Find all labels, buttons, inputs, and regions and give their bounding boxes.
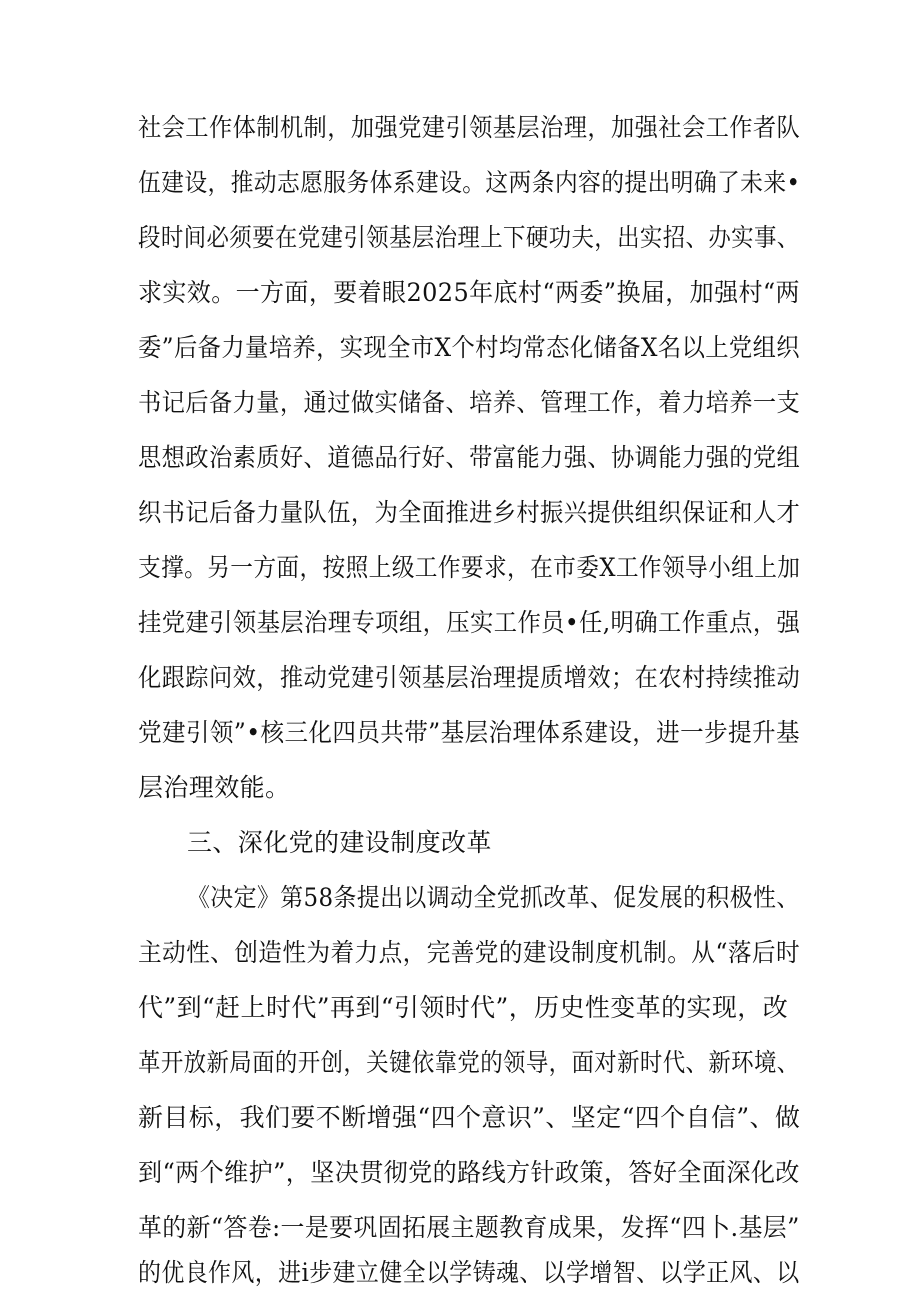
body-text-line: 书记后备力量，通过做实储备、培养、管理工作，着力培养一支 — [138, 388, 801, 417]
body-text-line: 《决定》第58条提出以调动全党抓改革、促发展的积极性、 — [187, 883, 800, 912]
body-text-line: 新目标，我们要不断增强“四个意识”、坚定“四个自信”、做 — [138, 1103, 801, 1132]
section-heading: 三、深化党的建设制度改革 — [187, 828, 492, 857]
body-text-line: 化跟踪问效，推动党建引领基层治理提质增效；在农村持续推动 — [138, 663, 801, 692]
body-text-line: 革的新“答卷:一是要巩固拓展主题教育成果，发挥“四卜.基层” — [138, 1213, 800, 1242]
body-text-line: 代”到“赶上时代”再到“引领时代”，历史性变革的实现，改 — [138, 993, 789, 1022]
body-text-line: 支撑。另一方面，按照上级工作要求，在市委X工作领导小组上加 — [138, 553, 801, 582]
body-text-line: 的优良作风，进i步建立健全以学铸魂、以学增智、以学正风、以 — [138, 1258, 800, 1287]
body-text-line: 求实效。一方面，要着眼2025年底村“两委”换届，加强村“两 — [138, 278, 800, 307]
body-text-line: 委”后备力量培养，实现全市X个村均常态化储备X名以上党组织 — [138, 333, 800, 362]
body-text-line: 革开放新局面的开创，关键依靠党的领导，面对新时代、新环境、 — [138, 1048, 800, 1077]
body-text-line: 伍建设，推动志愿服务体系建设。这两条内容的提出明确了未来• — [138, 168, 801, 197]
body-text-line: 到“两个维护”，坚决贯彻党的路线方针政策，答好全面深化改 — [138, 1158, 800, 1187]
body-text-line: 段时间必须要在党建引领基层治理上下硬功夫，出实招、办实事、 — [138, 223, 800, 252]
body-text-line: 社会工作体制机制，加强党建引领基层治理，加强社会工作者队 — [138, 113, 801, 142]
body-text-line: 党建引领”•核三化四员共带”基层治理体系建设，进一步提升基 — [138, 718, 800, 747]
body-text-line: 思想政治素质好、道德品行好、带富能力强、协调能力强的党组 — [138, 443, 801, 472]
body-text-line: 挂党建引领基层治理专项组，压实工作员•任,明确工作重点，强 — [138, 608, 801, 637]
body-text-line: 主动性、创造性为着力点，完善党的建设制度机制。从“落后时 — [138, 938, 801, 967]
body-text-line: 织书记后备力量队伍，为全面推进乡村振兴提供组织保证和人才 — [138, 498, 801, 527]
body-text-line: 层治理效能。 — [138, 773, 291, 802]
